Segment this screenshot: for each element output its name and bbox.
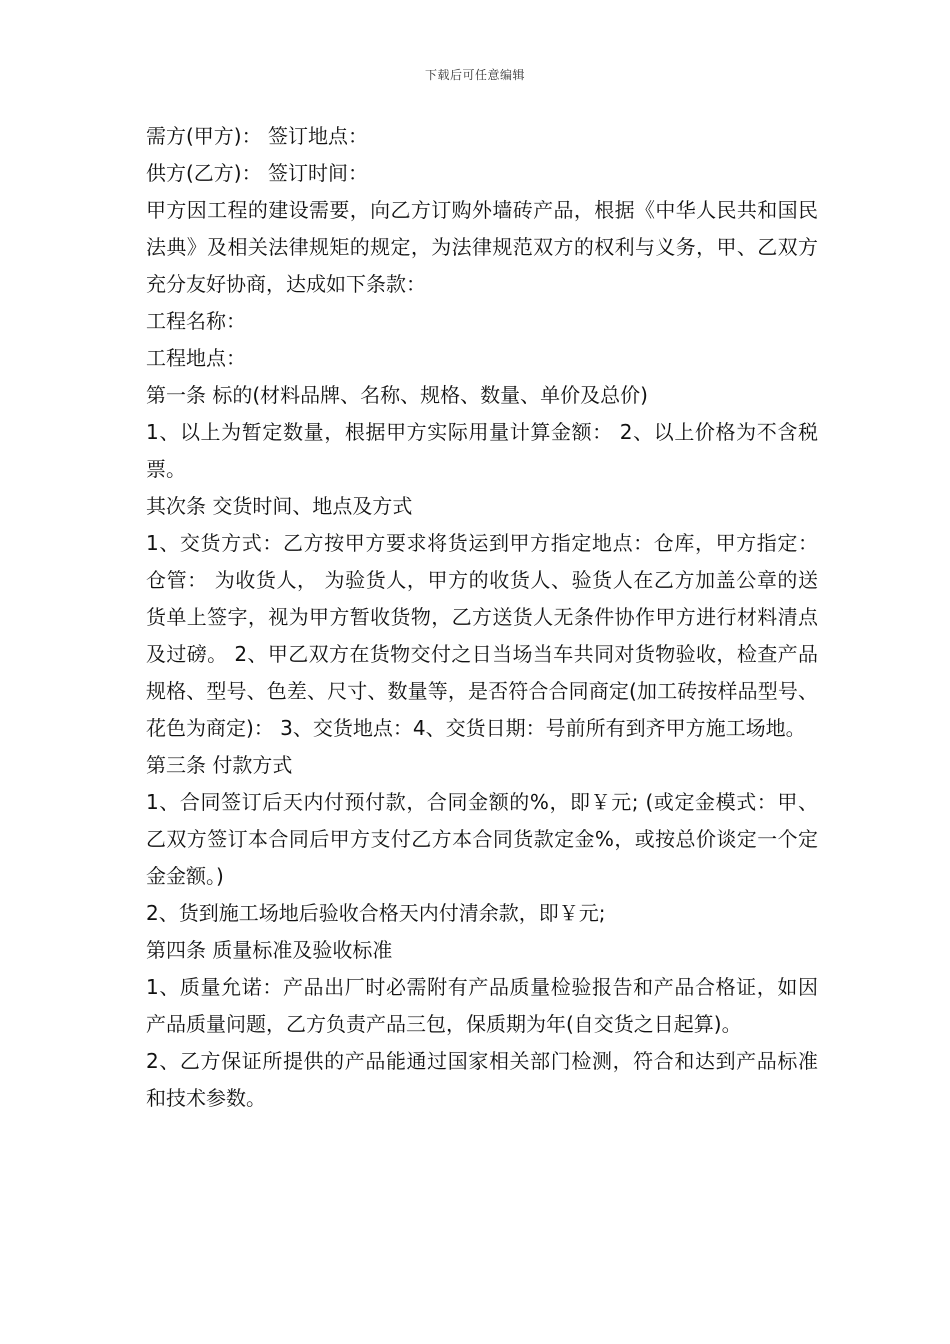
article-2-heading: 其次条 交货时间、地点及方式 [146, 494, 413, 518]
article-3-paragraph-2: 2、货到施工场地后验收合格天内付清余款，即￥元; [146, 901, 606, 925]
project-location-line: 工程地点： [146, 346, 246, 370]
contract-body [146, 118, 818, 1117]
article-3-paragraph-1: 1、合同签订后天内付预付款，合同金额的%，即￥元; (或定金模式：甲、乙双方签订本合同后甲方支付乙方本合同货款定金%，或按总价谈定一个定金金额。) [146, 790, 818, 888]
article-4-heading: 第四条 质量标准及验收标准 [146, 938, 393, 962]
supplier-line: 供方(乙方)： 签订时间： [146, 161, 368, 185]
buyer-line: 需方(甲方)： 签订地点： [146, 124, 368, 148]
article-4-paragraph-2: 2、乙方保证所提供的产品能通过国家相关部门检测，符合和达到产品标准和技术参数。 [146, 1049, 818, 1110]
project-name-line: 工程名称： [146, 309, 246, 333]
article-3-heading: 第三条 付款方式 [146, 753, 293, 777]
article-2-paragraph: 1、交货方式：乙方按甲方要求将货运到甲方指定地点：仓库，甲方指定：仓管： 为收货人， 为验货人，甲方的收货人、验货人在乙方加盖公章的送货单上签字，视为甲方暂收货物，乙方送货人无条件协作甲方进行材料清点及过磅。 2、甲乙双方在货物交付之日当场当车共同对货物验收，检查产品规格、型号、色差、尺寸、数量等，是否符合合同商定(加工砖按样品型号、花色为商定)： 3、交货地点：4、交货日期：号前所有到齐甲方施工场地。 [146, 531, 818, 740]
article-1-heading: 第一条 标的(材料品牌、名称、规格、数量、单价及总价) [146, 383, 648, 407]
preamble-paragraph: 甲方因工程的建设需要，向乙方订购外墙砖产品，根据《中华人民共和国民法典》及相关法律规矩的规定，为法律规范双方的权利与义务，甲、乙双方充分友好协商，达成如下条款： [146, 198, 818, 296]
article-4-paragraph-1: 1、质量允诺：产品出厂时必需附有产品质量检验报告和产品合格证，如因产品质量问题，乙方负责产品三包，保质期为年(自交货之日起算)。 [146, 975, 818, 1036]
page-header-note: 下载后可任意编辑 [424, 68, 525, 82]
article-1-paragraph: 1、以上为暂定数量，根据甲方实际用量计算金额： 2、以上价格为不含税票。 [146, 420, 818, 481]
